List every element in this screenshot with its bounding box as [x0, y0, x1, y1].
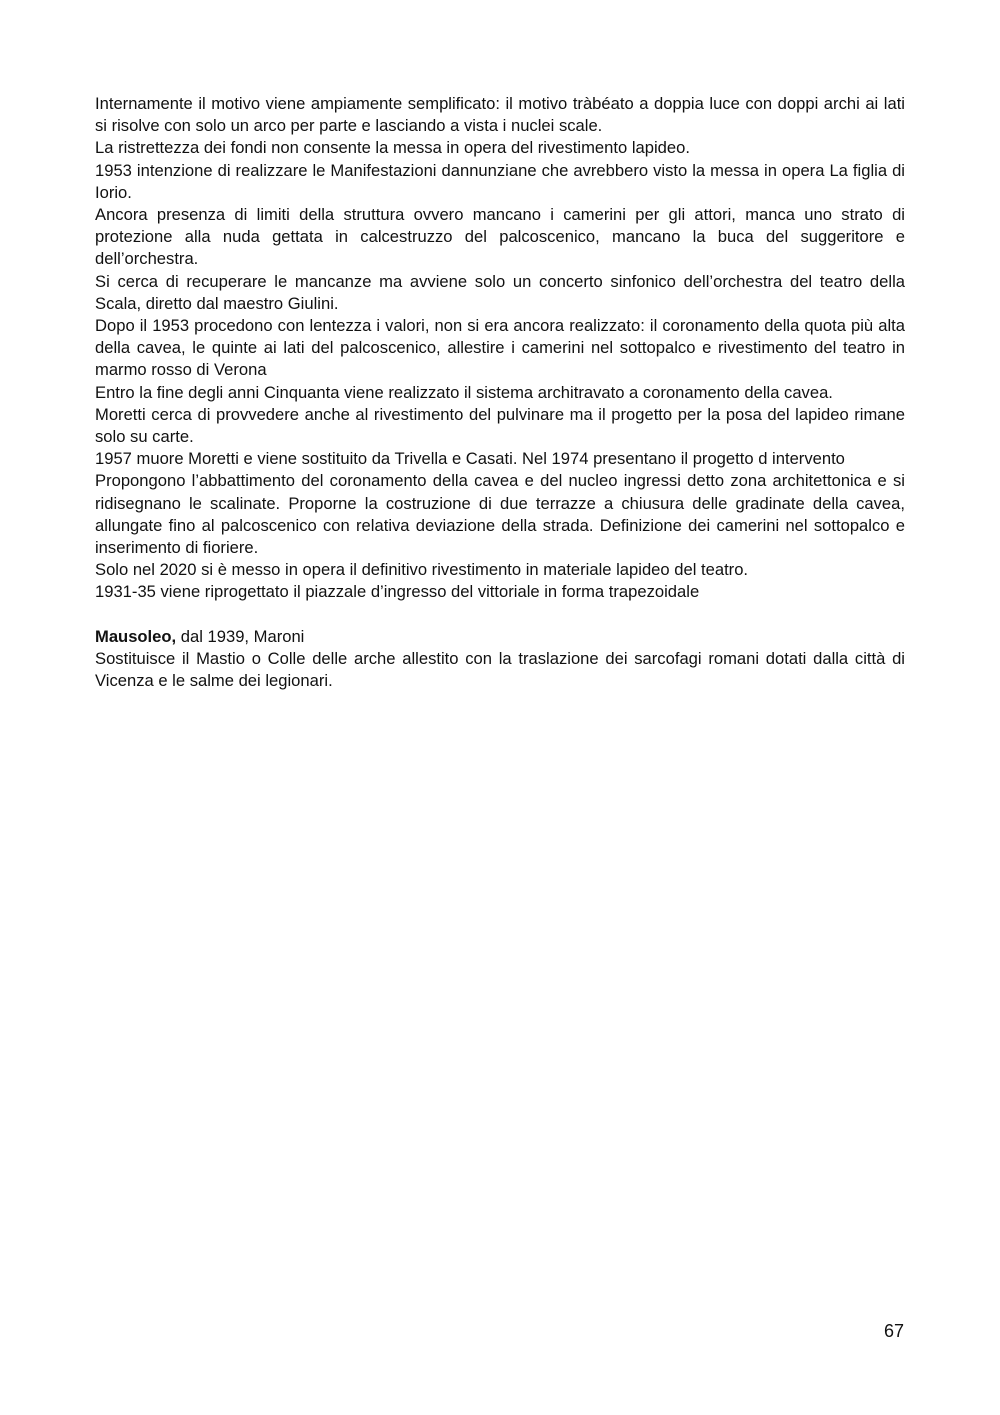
body-text	[95, 93, 905, 692]
mausoleo-heading-bold: Mausoleo,	[95, 626, 177, 646]
paragraph-1931-piazzale: 1931-35 viene riprogettato il piazzale d’ingresso del vittoriale in forma trapezoidale	[95, 582, 700, 602]
paragraph-funding-limits: La ristrettezza dei fondi non consente la messa in opera del rivestimento lapideo.	[95, 138, 690, 158]
paragraph-1953-manifestations: 1953 intenzione di realizzare le Manifestazioni dannunziane che avrebbero visto la messa in opera La figlia di Iorio.	[95, 160, 905, 202]
paragraph-scala-concert: Si cerca di recuperare le mancanze ma avviene solo un concerto sinfonico dell’orchestra del teatro della Scala, diretto dal maestro Giulini.	[95, 271, 905, 313]
paragraph-structure-limits: Ancora presenza di limiti della struttura ovvero mancano i camerini per gli attori, manca uno strato di protezione alla nuda gettata in calcestruzzo del palcoscenico, mancano la buca del suggeritore e dell’orchestra.	[95, 205, 905, 269]
page-number: 67	[883, 1321, 904, 1341]
mausoleo-heading-rest: dal 1939, Maroni	[176, 626, 305, 646]
paragraph-after-1953: Dopo il 1953 procedono con lentezza i valori, non si era ancora realizzato: il coronamento della quota più alta della cavea, le quinte ai lati del palcoscenico, allestire i camerini nel sottopalco e rivestimento del teatro in marmo rosso di Verona	[95, 316, 905, 380]
section-spacer	[95, 604, 905, 626]
paragraph-2020-cladding: Solo nel 2020 si è messo in opera il definitivo rivestimento in materiale lapideo del teatro.	[95, 560, 749, 580]
paragraph-1957-moretti: 1957 muore Moretti e viene sostituito da Trivella e Casati. Nel 1974 presentano il progetto d intervento	[95, 449, 845, 469]
paragraph-fifties-architrave: Entro la fine degli anni Cinquanta viene realizzato il sistema architravato a coronamento della cavea.	[95, 382, 833, 402]
paragraph-pulvinare: Moretti cerca di provvedere anche al rivestimento del pulvinare ma il progetto per la posa del lapideo rimane solo su carte.	[95, 404, 905, 447]
paragraph-interior-motif: Internamente il motivo viene ampiamente semplificato: il motivo tràbéato a doppia luce con doppi archi ai lati si risolve con solo un arco per parte e lasciando a vista i nuclei scale.	[95, 94, 905, 136]
mausoleo-text: Sostituisce il Mastio o Colle delle arche allestito con la traslazione dei sarcofagi romani dotati dalla città di Vicenza e le salme dei legionari.	[95, 649, 905, 691]
mausoleo-heading	[95, 626, 905, 648]
paragraph-proposals: Propongono l’abbattimento del coronamento della cavea e del nucleo ingressi detto zona architettonica e si ridisegnano le scalinate. Proporne la costruzione di due terrazze a chiusura delle gradinate della cavea, allungate fino al palcoscenico con relativa deviazione della strada. Definizione dei camerini nel sottopalco e inserimento di fioriere.	[95, 471, 905, 558]
